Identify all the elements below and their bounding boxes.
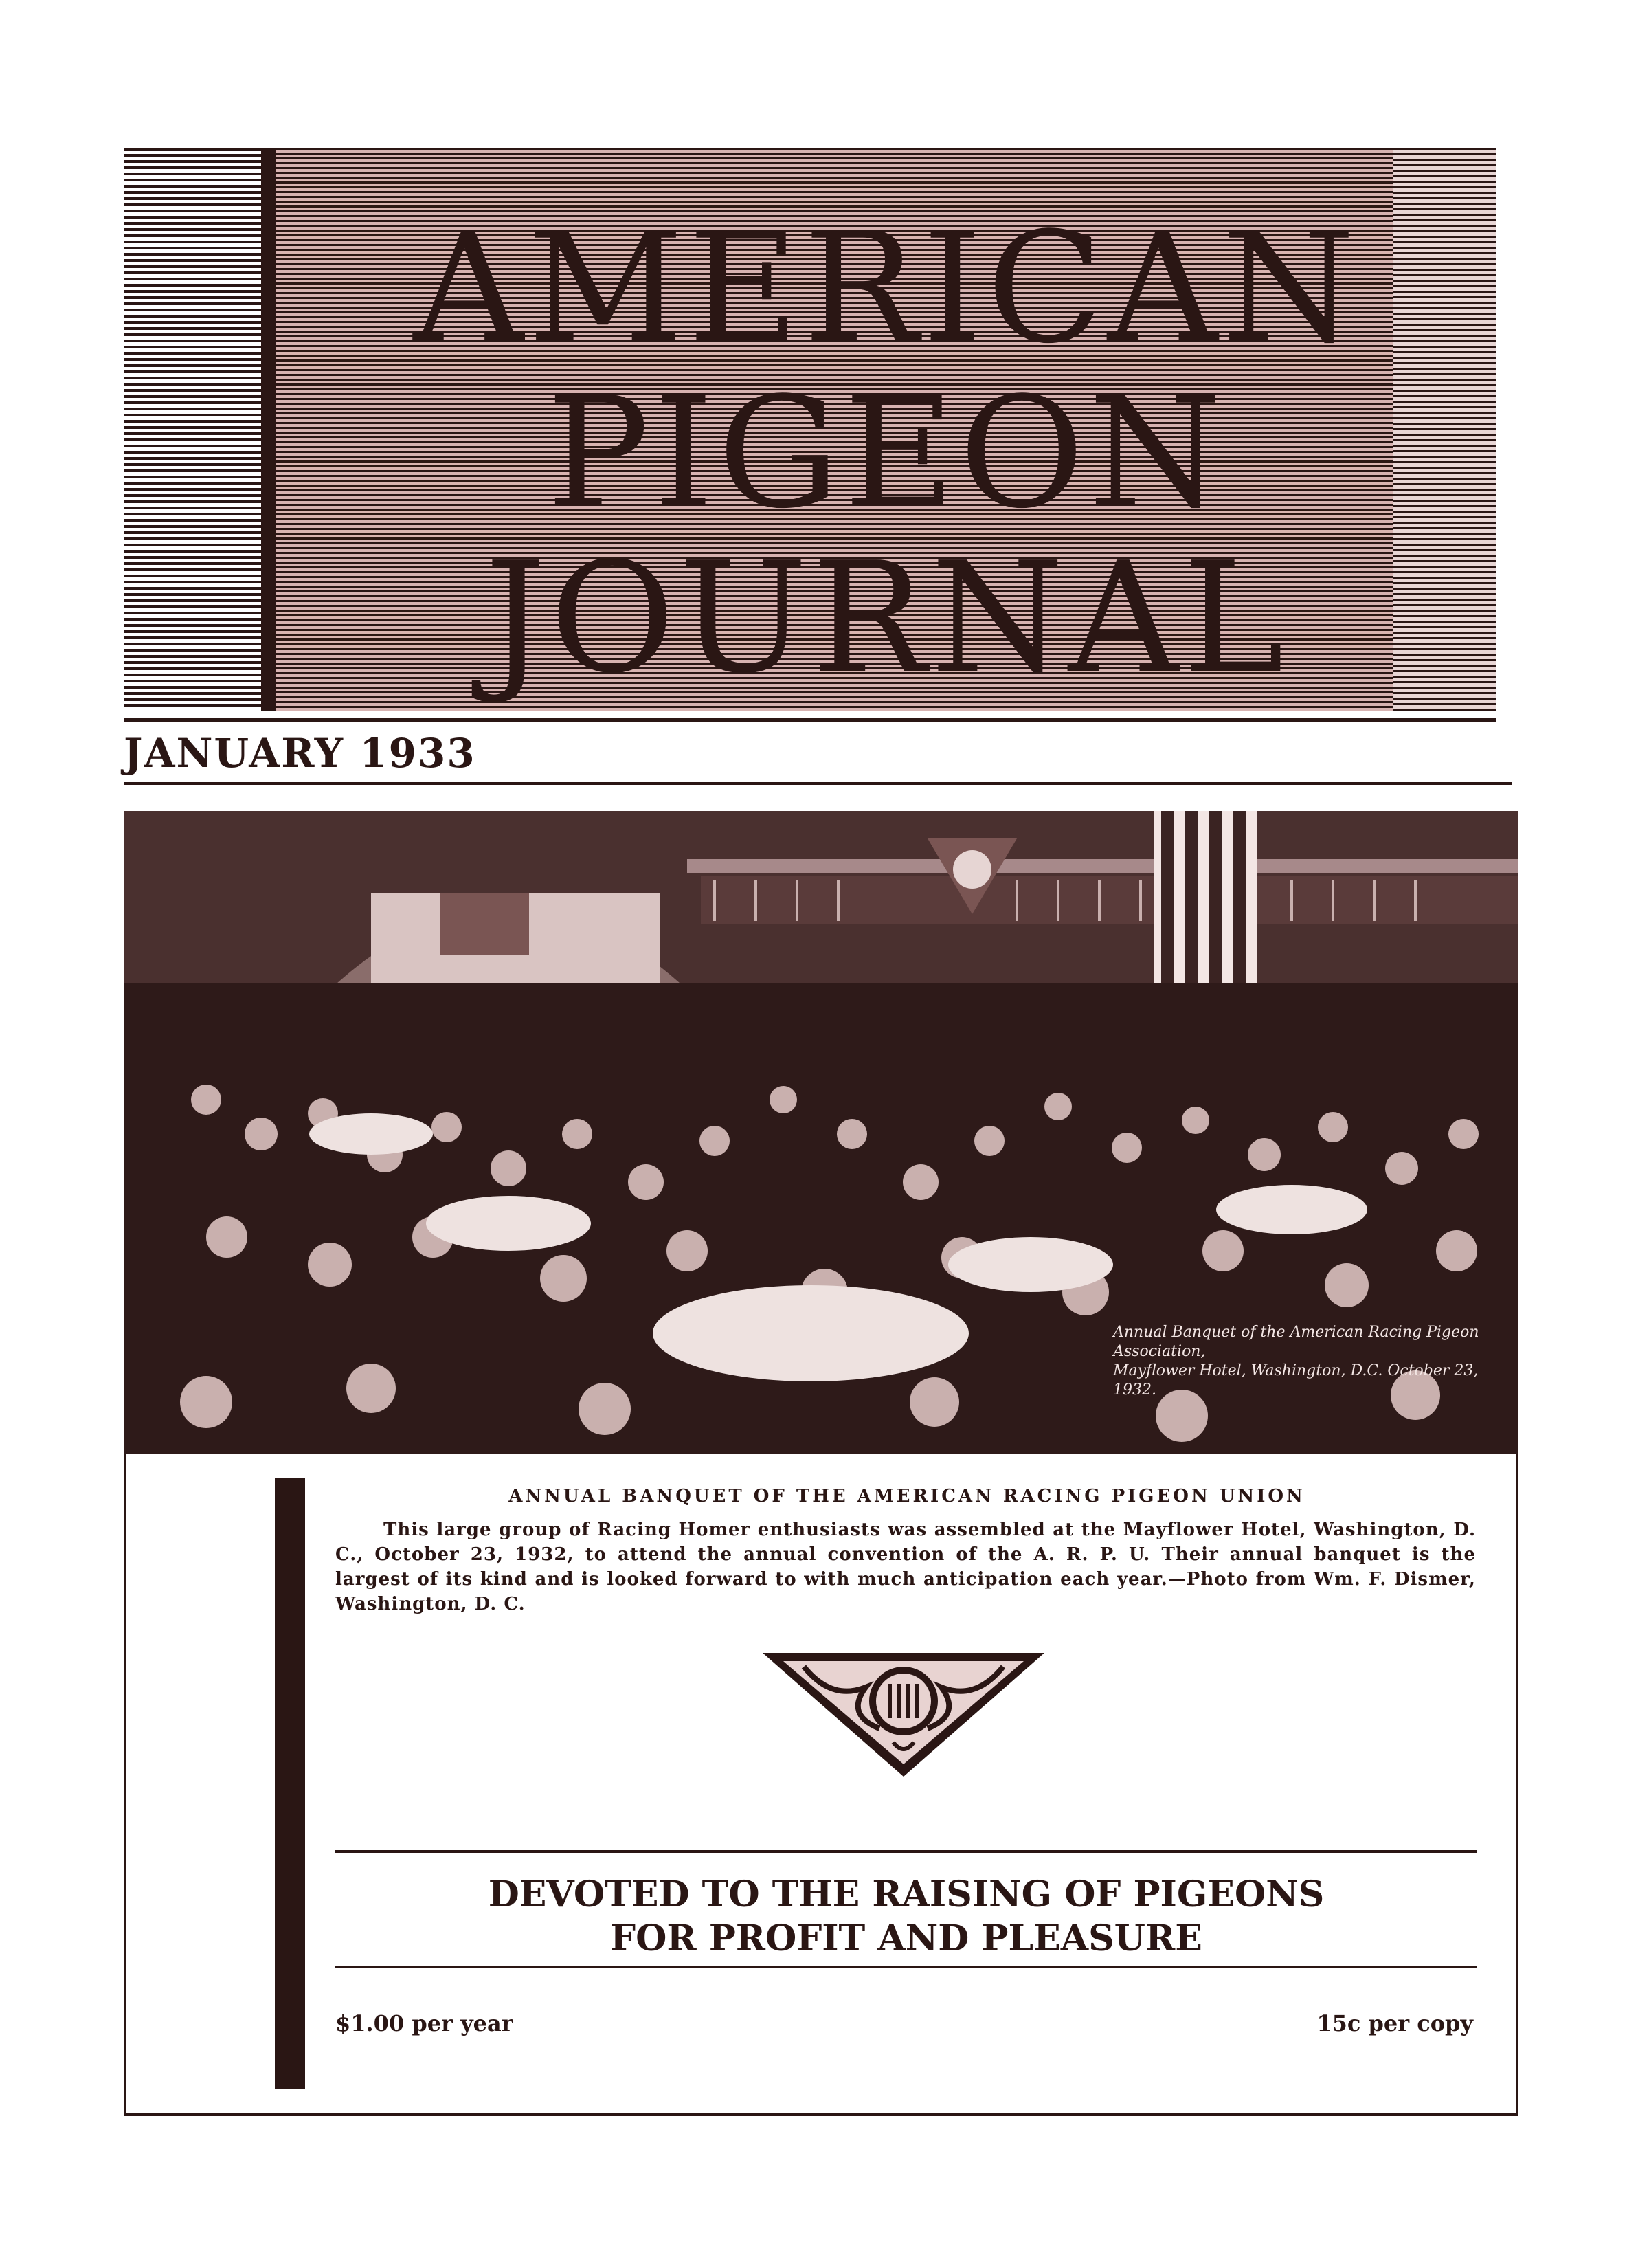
motto [335, 1873, 1477, 1961]
masthead-left-stripes [124, 148, 261, 711]
photo-overlay-line-1: Annual Banquet of the American Racing Pigeon Association, [1113, 1324, 1479, 1360]
masthead-rule [124, 718, 1496, 722]
motto-line-2: FOR PROFIT AND PLEASURE [610, 1917, 1202, 1959]
frame-thick-bar [275, 1478, 305, 2089]
issue-date: JANUARY 1933 [124, 730, 476, 777]
banquet-photo [124, 811, 1518, 1454]
frame-right-rule [1516, 1454, 1518, 2113]
photo-overlay-caption [1113, 1323, 1498, 1400]
lyre-ornament-icon [763, 1646, 1044, 1783]
masthead [124, 148, 1496, 711]
motto-line-1: DEVOTED TO THE RAISING OF PIGEONS [488, 1874, 1325, 1915]
caption-body: This large group of Racing Homer enthusiasts was assembled at the Mayflower Hotel, Washington, D. C., October 23, 1932, to attend the annual convention of the A. R. P. U. Their annual banquet is the largest of its kind and is looked forward to with much anticipation each year.—Photo from Wm. F. Dismer, Washington, D. C. [335, 1520, 1476, 1614]
price-per-copy: 15c per copy [1316, 2010, 1473, 2036]
motto-rule-top [335, 1850, 1477, 1853]
date-rule [124, 782, 1512, 785]
title-line-journal: JOURNAL [484, 530, 1288, 707]
title-line-pigeon: PIGEON [546, 365, 1226, 542]
photo-overlay-line-2: Mayflower Hotel, Washington, D.C. October 23, 1932. [1113, 1362, 1479, 1399]
title-line-american: AMERICAN [413, 200, 1360, 377]
price-per-year: $1.00 per year [335, 2010, 513, 2036]
masthead-vertical-bar [261, 148, 276, 711]
frame-bottom-rule [124, 2113, 1518, 2116]
motto-rule-bottom [335, 1966, 1477, 1968]
caption-heading: ANNUAL BANQUET OF THE AMERICAN RACING PIGEON UNION [508, 1486, 1305, 1507]
frame-left-rule [124, 1454, 126, 2113]
